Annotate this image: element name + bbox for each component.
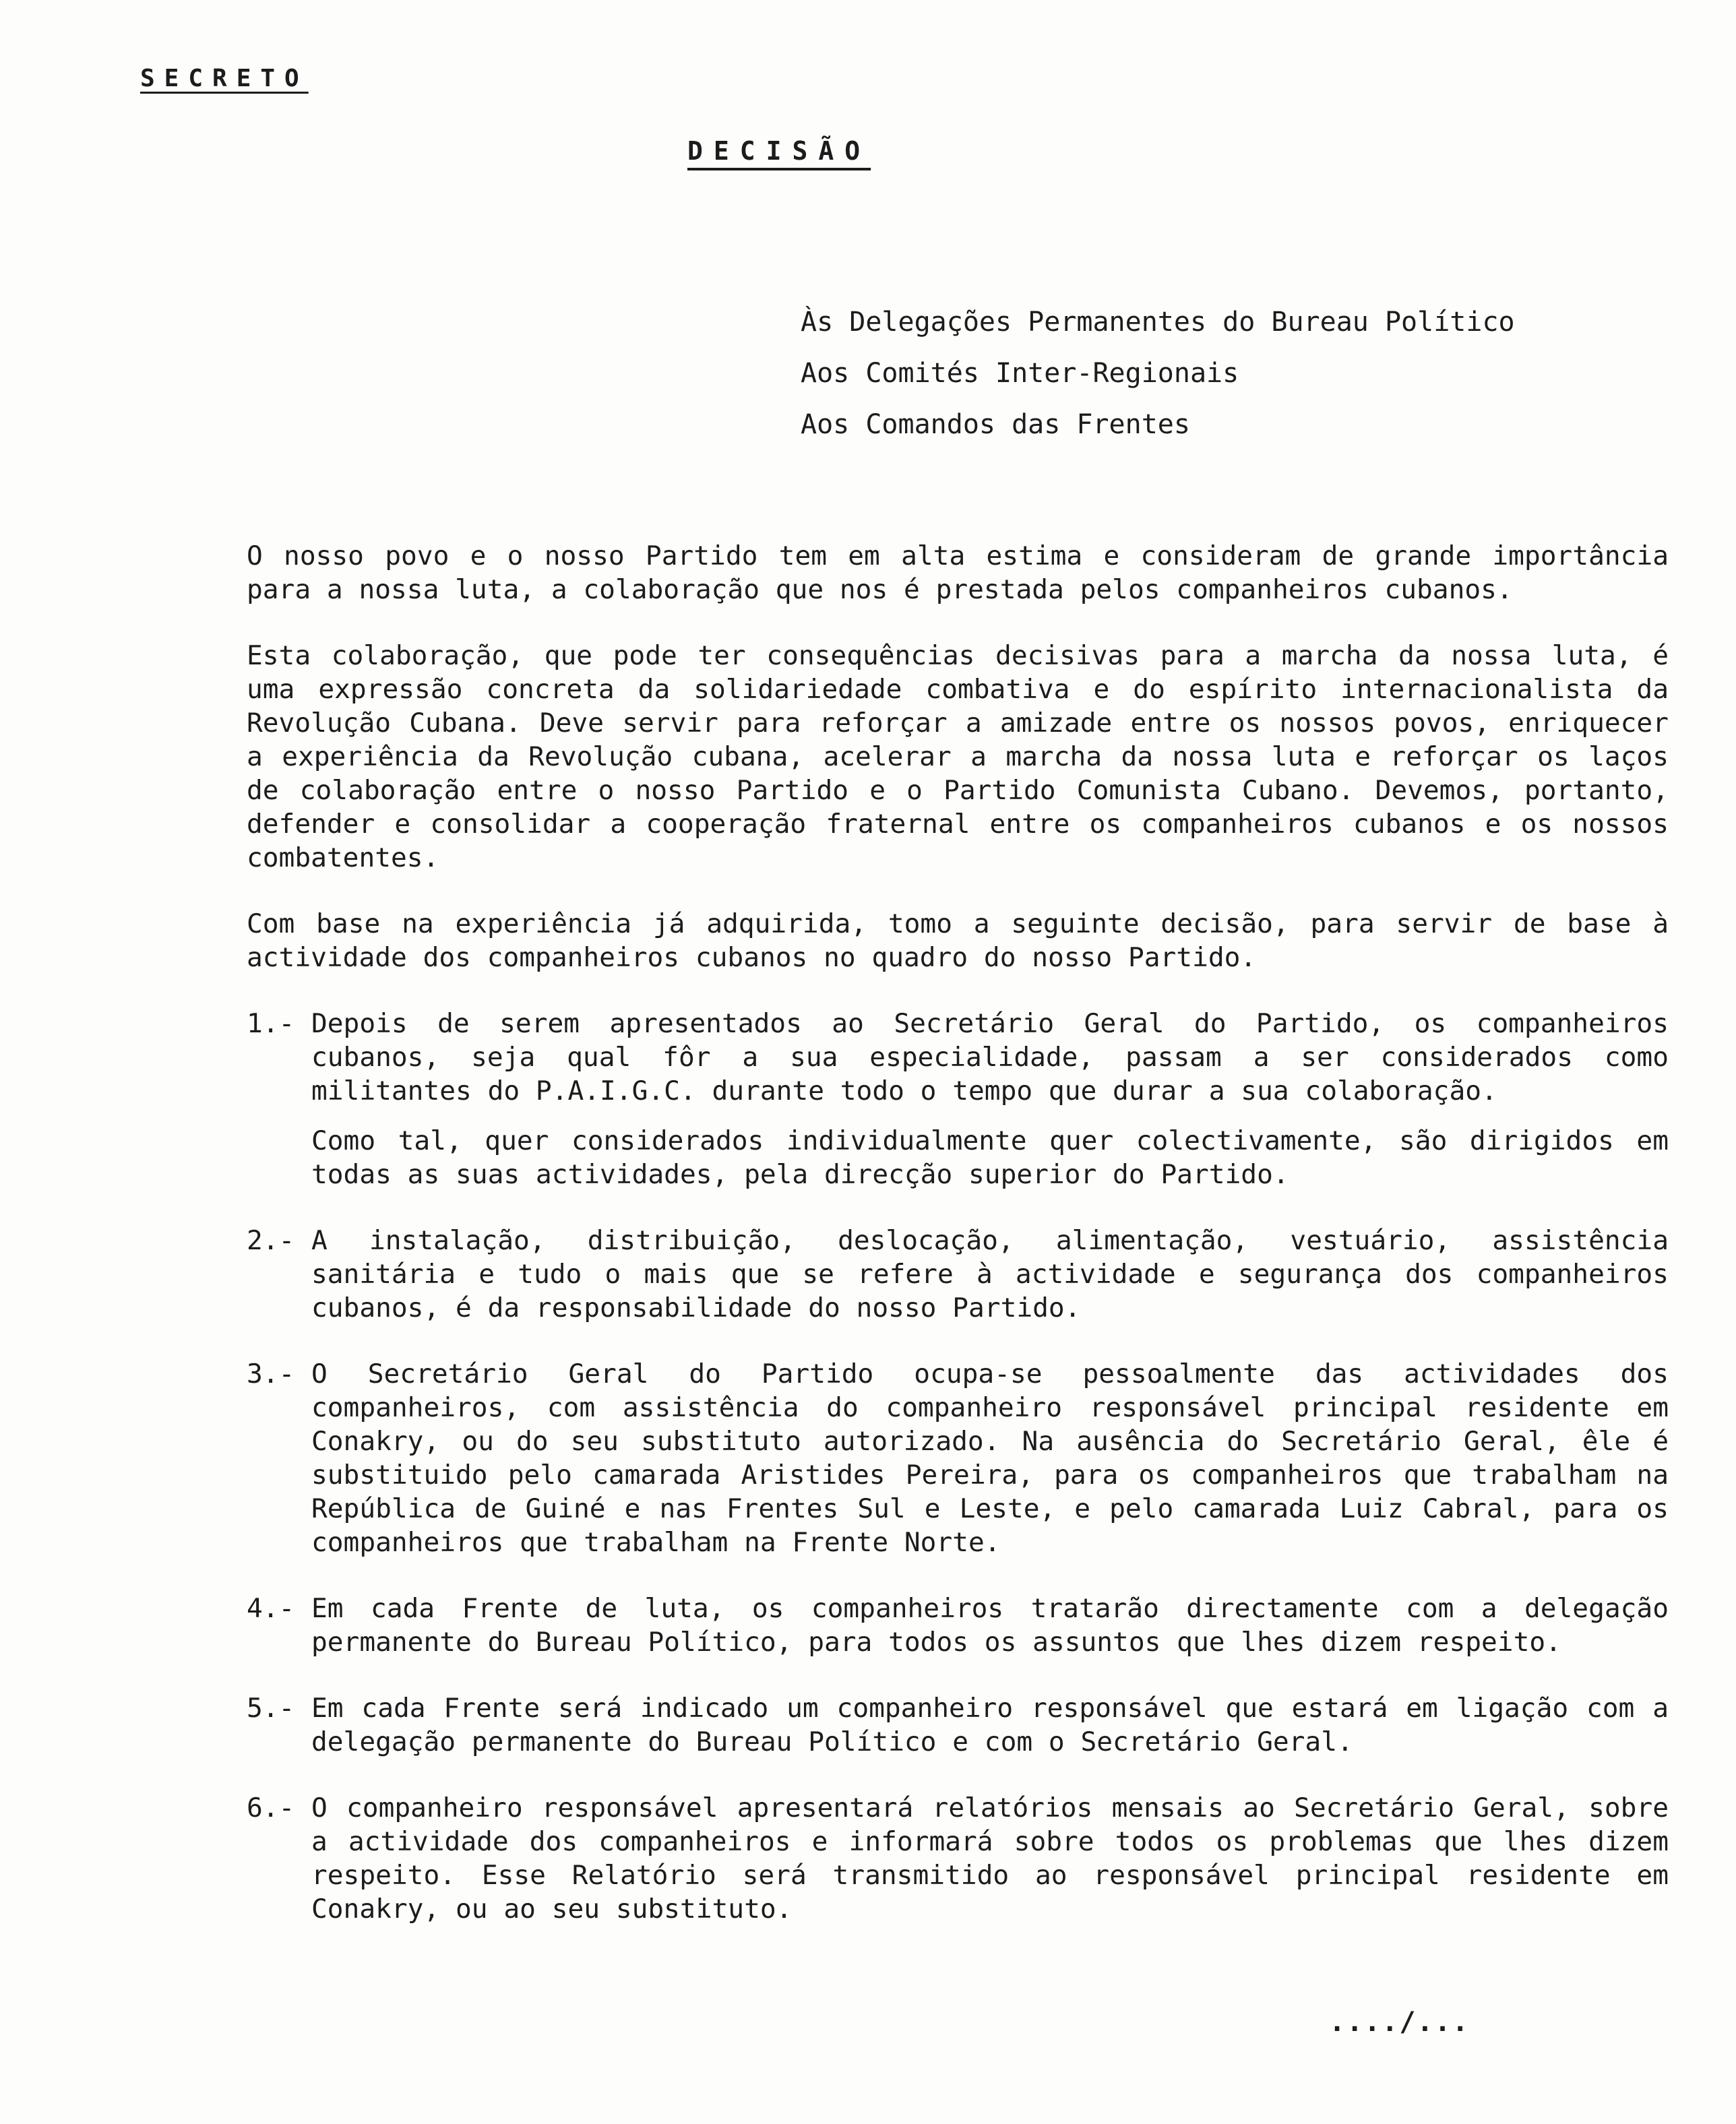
item-content [311,1357,1669,1559]
document-title: DECISÃO [687,136,871,166]
decision-item [247,1791,1669,1926]
decision-item [247,1592,1669,1659]
paragraph: O nosso povo e o nosso Partido tem em alta estima e consideram de grande importância para a nossa luta, a colaboração que nos é prestada pelos companheiros cubanos. [247,540,1669,605]
decision-item [247,1691,1669,1759]
item-text: O Secretário Geral do Partido ocupa-se pessoalmente das actividades dos companheiros, com assistência do companheiro responsável principal residente em Conakry, ou do seu substituto autorizado. Na ausência do Secretário Geral, êle é substituido pelo camarada Aristides Pereira, para os companheiros que trabalham na República de Guiné e nas Frentes Sul e Leste, e pelo camarada Luiz Cabral, para os companheiros que trabalham na Frente Norte. [311,1358,1669,1558]
item-content [311,1007,1669,1191]
item-number: 1.- [247,1008,295,1039]
item-number: 4.- [247,1593,295,1624]
recipient-line: Aos Comandos das Frentes [801,409,1190,440]
decision-item [247,1224,1669,1325]
decision-item [247,1357,1669,1559]
recipient-line: Aos Comités Inter-Regionais [801,358,1239,389]
decision-item [247,1007,1669,1191]
recipient-list [801,296,1515,450]
classification-stamp: SECRETO [140,65,309,92]
item-content [311,1224,1669,1325]
recipient-line: Às Delegações Permanentes do Bureau Político [801,307,1515,338]
item-text: O companheiro responsável apresentará relatórios mensais ao Secretário Geral, sobre a actividade dos companheiros e informará sobre todos os problemas que lhes dizem respeito. Esse Relatório será transmitido ao responsável principal residente em Conakry, ou ao seu substituto. [311,1792,1669,1925]
item-content [311,1592,1669,1659]
item-number: 2.- [247,1225,295,1256]
item-text: A instalação, distribuição, deslocação, alimentação, vestuário, assistência sanitária e tudo o mais que se refere à actividade e segurança dos companheiros cubanos, é da responsabilidade do nosso Partido. [311,1225,1669,1323]
item-number: 6.- [247,1792,295,1823]
item-text: Em cada Frente será indicado um companheiro responsável que estará em ligação com a delegação permanente do Bureau Político e com o Secretário Geral. [311,1693,1669,1757]
continuation-marker: ..../... [1329,2007,1470,2038]
item-number: 5.- [247,1693,295,1724]
item-text: Em cada Frente de luta, os companheiros tratarão directamente com a delegação permanente do Bureau Político, para todos os assuntos que lhes dizem respeito. [311,1593,1669,1658]
paragraph: Esta colaboração, que pode ter consequências decisivas para a marcha da nossa luta, é uma expressão concreta da solidariedade combativa e do espírito internacionalista da Revolução Cubana. Deve servir para reforçar a amizade entre os nossos povos, enriquecer a experiência da Revolução cubana, acelerar a marcha da nossa luta e reforçar os laços de colaboração entre o nosso Partido e o Partido Comunista Cubano. Devemos, portanto, defender e consolidar a cooperação fraternal entre os companheiros cubanos e os nossos combatentes. [247,640,1669,873]
item-content [311,1791,1669,1926]
item-number: 3.- [247,1358,295,1389]
document-body [247,539,1669,1958]
item-extra-text: Como tal, quer considerados individualmente quer colectivamente, são dirigidos em todas as suas actividades, pela direcção superior do Partido. [311,1125,1669,1190]
item-content [311,1691,1669,1759]
paragraph: Com base na experiência já adquirida, tomo a seguinte decisão, para servir de base à actividade dos companheiros cubanos no quadro do nosso Partido. [247,908,1669,973]
item-text: Depois de serem apresentados ao Secretário Geral do Partido, os companheiros cubanos, seja qual fôr a sua especialidade, passam a ser considerados como militantes do P.A.I.G.C. durante todo o tempo que durar a sua colaboração. [311,1008,1669,1106]
